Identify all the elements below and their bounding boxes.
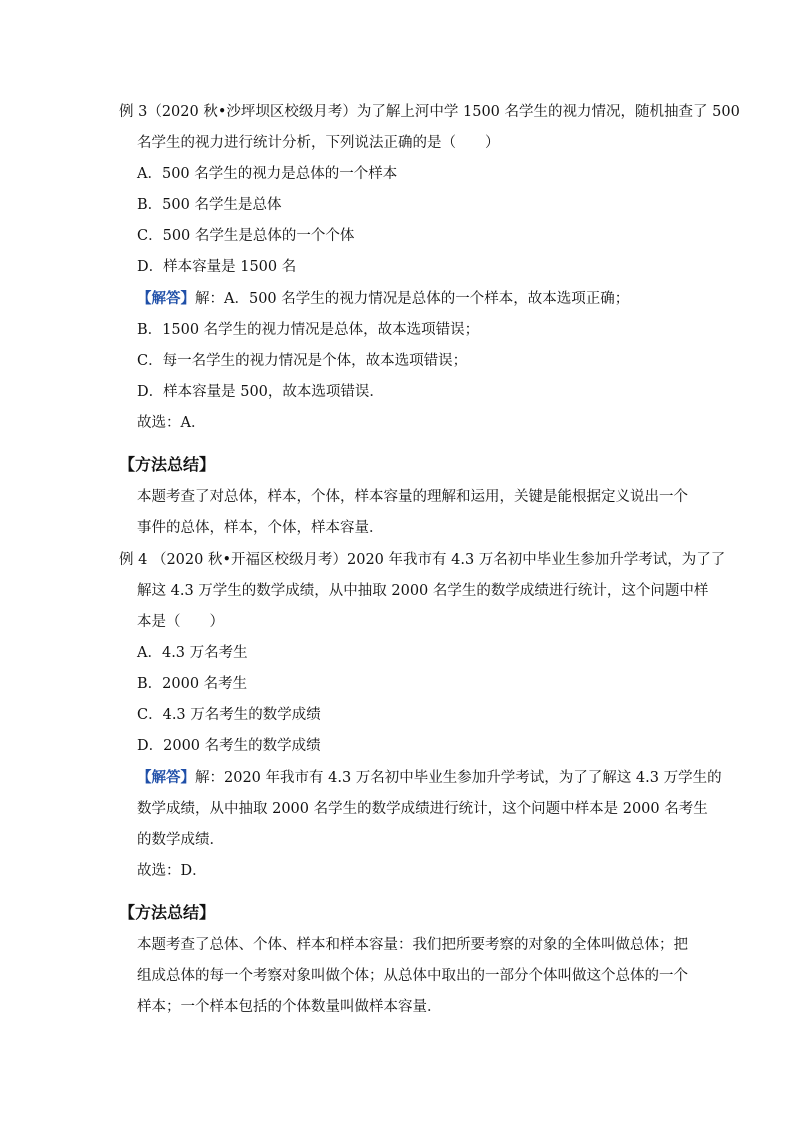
example4-option-a: A．4.3 万名考生 [137, 645, 248, 661]
example4-stem-line3: 本是（ ） [137, 614, 224, 630]
answer-tag: 【解答】 [137, 769, 195, 786]
example4-stem-line1: 例 4 （2020 秋•开福区校级月考）2020 年我市有 4.3 万名初中毕业生参加升学考试，为了了 [119, 552, 726, 568]
method-summary-line2: 事件的总体，样本，个体，样本容量． [137, 520, 384, 536]
example4-option-b: B．2000 名考生 [137, 676, 248, 692]
example4-answer-line2: 数学成绩，从中抽取 2000 名学生的数学成绩进行统计，这个问题中样本是 2000 名考生 [137, 801, 708, 817]
example4-answer-line3: 的数学成绩． [137, 832, 224, 848]
example3-choice: 故选：A． [137, 415, 206, 431]
example3-option-a: A．500 名学生的视力是总体的一个样本 [137, 166, 398, 182]
example3-option-d: D．样本容量是 1500 名 [137, 259, 297, 275]
example3-answer-line4: D．样本容量是 500，故本选项错误． [137, 384, 384, 400]
example4-option-c: C．4.3 万名考生的数学成绩 [137, 707, 321, 723]
example3-answer-line1 [137, 289, 629, 309]
example3-answer-line3: C．每一名学生的视力情况是个体，故本选项错误； [137, 353, 468, 369]
answer-text: 解：A．500 名学生的视力情况是总体的一个样本，故本选项正确； [195, 291, 630, 307]
example4-choice: 故选：D． [137, 863, 207, 879]
example4-stem-line2: 解这 4.3 万学生的数学成绩，从中抽取 2000 名学生的数学成绩进行统计，这个问题中样 [137, 583, 709, 599]
method-summary-line1: 本题考查了总体、个体、样本和样本容量：我们把所要考察的对象的全体叫做总体；把 [137, 937, 688, 953]
example3-stem-line2: 名学生的视力进行统计分析，下列说法正确的是（ ） [137, 135, 500, 151]
example4-option-d: D．2000 名考生的数学成绩 [137, 738, 321, 754]
answer-text: 解：2020 年我市有 4.3 万名初中毕业生参加升学考试，为了了解这 4.3 万学生的 [195, 770, 722, 786]
answer-tag: 【解答】 [137, 290, 195, 307]
example3-option-b: B．500 名学生是总体 [137, 197, 282, 213]
method-summary-line1: 本题考查了对总体，样本，个体，样本容量的理解和运用，关键是能根据定义说出一个 [137, 489, 688, 505]
method-summary-heading: 【方法总结】 [119, 455, 216, 474]
example4-answer-line1 [137, 768, 722, 788]
method-summary-line2: 组成总体的每一个考察对象叫做个体；从总体中取出的一部分个体叫做这个总体的一个 [137, 968, 688, 984]
method-summary-line3: 样本；一个样本包括的个体数量叫做样本容量． [137, 999, 442, 1015]
method-summary-heading: 【方法总结】 [119, 903, 216, 922]
example3-option-c: C．500 名学生是总体的一个个体 [137, 228, 355, 244]
example3-stem-line1: 例 3（2020 秋•沙坪坝区校级月考）为了解上河中学 1500 名学生的视力情况，随机抽查了 500 [119, 104, 740, 120]
example3-answer-line2: B．1500 名学生的视力情况是总体，故本选项错误； [137, 322, 480, 338]
